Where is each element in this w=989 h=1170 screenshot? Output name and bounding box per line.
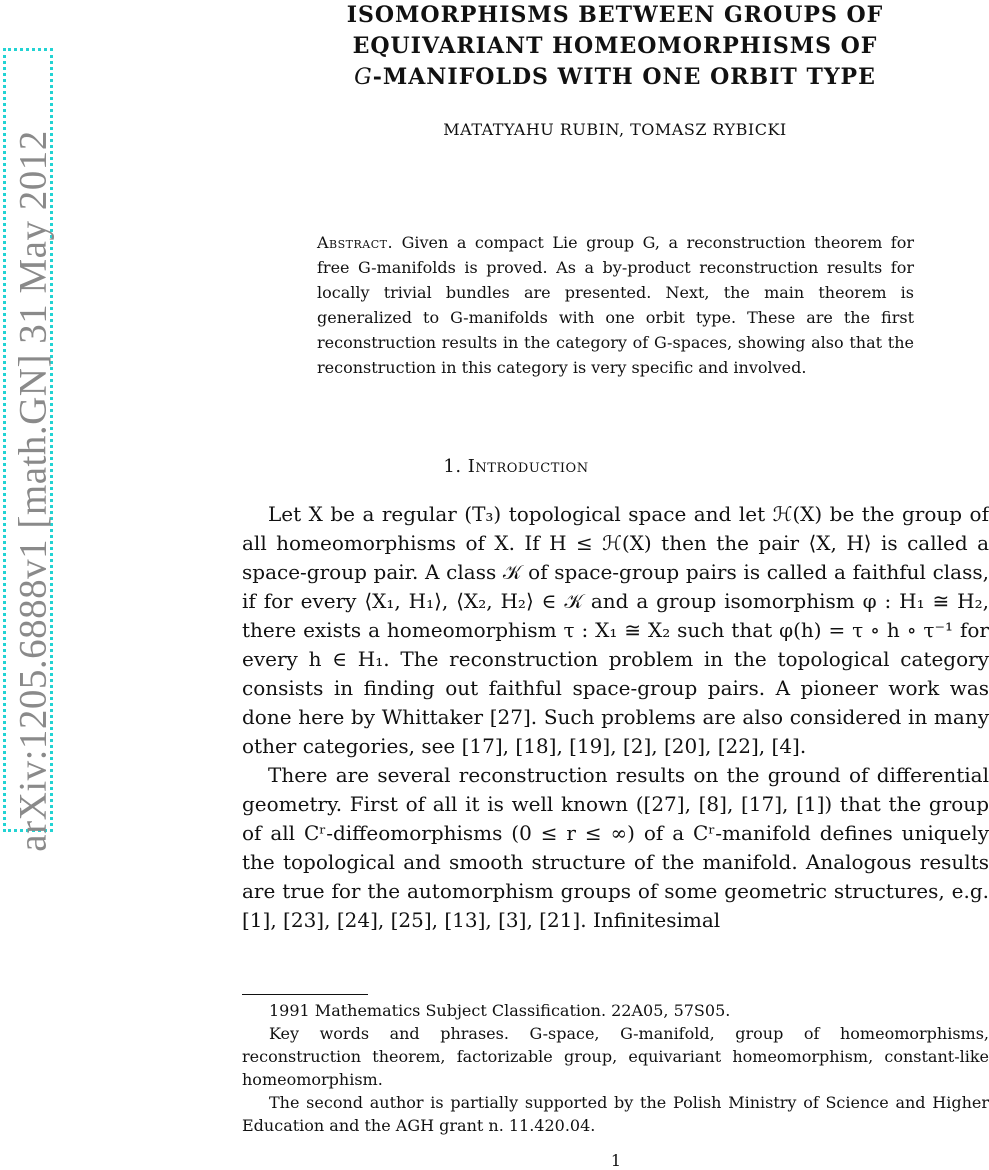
title-line-2: EQUIVARIANT HOMEOMORPHISMS OF [352,33,878,59]
footnote-keywords: Key words and phrases. G-space, G-manifold, group of homeomorphisms, reconstruction theorem, factorizable group, equivariant homeomorphism, constant-like homeomorphism. [242,1024,989,1089]
abstract-text: Given a compact Lie group G, a reconstruction theorem for free G-manifolds is proved. As a by-product reconstruction results for locally trivial bundles are presented. Next, the main theorem is generalized to G-manifolds with one orbit type. These are the first reconstruction results in the category of G-spaces, showing also that the reconstruction in this category is very specific and involved. [317,233,914,377]
body-text [242,500,989,935]
paper-title [300,0,930,93]
footnotes [242,999,989,1137]
page-number: 1 [610,1151,622,1170]
authors: MATATYAHU RUBIN, TOMASZ RYBICKI [443,120,787,139]
section-heading: 1. Introduction [443,456,589,477]
arxiv-stamp [3,48,55,852]
title-line-3-rest: -MANIFOLDS WITH ONE ORBIT TYPE [372,64,876,90]
title-line-3 [300,62,930,93]
title-var-g: G [354,65,373,90]
abstract [317,230,914,380]
paragraph-1: Let X be a regular (T₃) topological space and let ℋ(X) be the group of all homeomorphisms of X. If H ≤ ℋ(X) then the pair ⟨X, H⟩ is called a space-group pair. A class 𝒦 of space-group pairs is called a faithful class, if for every ⟨X₁, H₁⟩, ⟨X₂, H₂⟩ ∈ 𝒦 and a group isomorphism φ : H₁ ≅ H₂, there exists a homeomorphism τ : X₁ ≅ X₂ such that φ(h) = τ ∘ h ∘ τ⁻¹ for every h ∈ H₁. The reconstruction problem in the topological category consists in finding out faithful space-group pairs. A pioneer work was done here by Whittaker [27]. Such problems are also considered in many other categories, see [17], [18], [19], [2], [20], [22], [4]. [242,502,989,758]
footnote-rule [242,994,368,995]
footnote-msc: 1991 Mathematics Subject Classification. 22A05, 57S05. [269,1001,731,1020]
footnote-support: The second author is partially supported by the Polish Ministry of Science and Higher Education and the AGH grant n. 11.420.04. [242,1093,989,1135]
title-line-1: ISOMORPHISMS BETWEEN GROUPS OF [346,2,884,28]
paragraph-2: There are several reconstruction results on the ground of differential geometry. First of all it is well known ([27], [8], [17], [1]) that the group of all Cʳ-diffeomorphisms (0 ≤ r ≤ ∞) of a Cʳ-manifold defines uniquely the topological and smooth structure of the manifold. Analogous results are true for the automorphism groups of some geometric structures, e.g. [1], [23], [24], [25], [13], [3], [21]. Infinitesimal [242,763,989,932]
arxiv-identifier: arXiv:1205.6888v1 [math.GN] 31 May 2012 [11,130,55,852]
abstract-heading: Abstract. [317,233,394,252]
